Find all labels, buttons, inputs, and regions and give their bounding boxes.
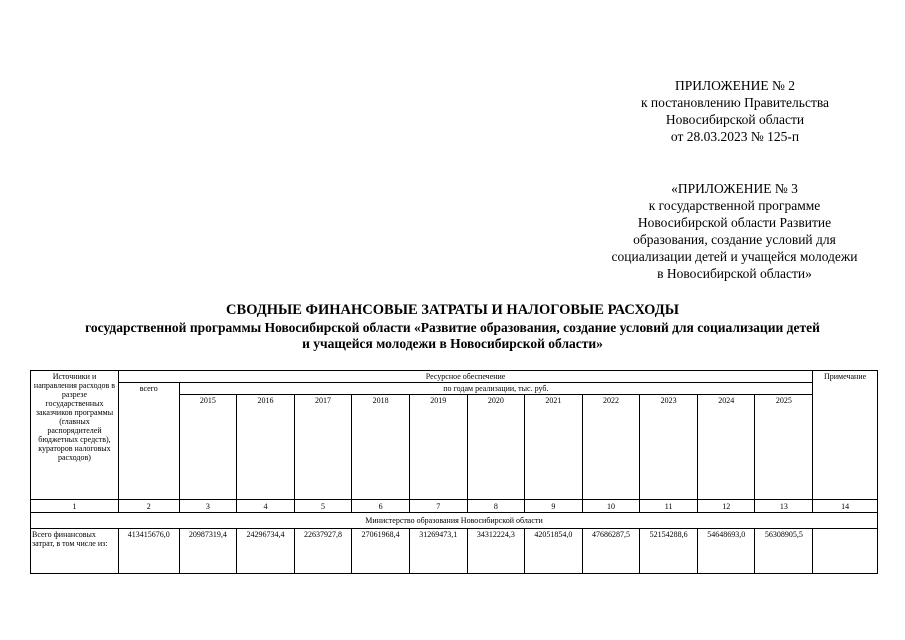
value-cell: 47686287,5 — [582, 529, 640, 574]
column-number: 2 — [118, 500, 179, 513]
appendix-1-header — [600, 77, 870, 145]
appendix-1-line: от 28.03.2023 № 125-п — [670, 129, 800, 144]
row-label: Всего финансовых затрат, в том числе из: — [31, 529, 119, 574]
column-number: 8 — [467, 500, 525, 513]
value-cell: 24296734,4 — [237, 529, 295, 574]
year-header: 2015 — [179, 395, 237, 500]
appendix-1-line: ПРИЛОЖЕНИЕ № 2 — [674, 78, 796, 93]
column-number: 10 — [582, 500, 640, 513]
value-cell: 31269473,1 — [409, 529, 467, 574]
value-cell: 27061968,4 — [352, 529, 410, 574]
column-number: 9 — [525, 500, 583, 513]
year-header: 2019 — [409, 395, 467, 500]
appendix-2-line: в Новосибирской области» — [657, 266, 812, 281]
value-cell: 42051854,0 — [525, 529, 583, 574]
financial-table — [30, 370, 878, 574]
year-header: 2022 — [582, 395, 640, 500]
appendix-2-line: «ПРИЛОЖЕНИЕ № 3 — [671, 181, 798, 196]
ministry-row: Министерство образования Новосибирской области — [31, 513, 878, 529]
years-header: по годам реализации, тыс. руб. — [179, 383, 813, 395]
column-number: 6 — [352, 500, 410, 513]
value-cell: 34312224,3 — [467, 529, 525, 574]
appendix-2-line: Новосибирской области Развитие — [637, 215, 832, 230]
value-cell: 413415676,0 — [118, 529, 179, 574]
column-number: 4 — [237, 500, 295, 513]
value-cell: 22637927,8 — [294, 529, 352, 574]
column-number: 7 — [409, 500, 467, 513]
value-cell: 20987319,4 — [179, 529, 237, 574]
year-header: 2017 — [294, 395, 352, 500]
note-cell — [813, 529, 878, 574]
year-header: 2018 — [352, 395, 410, 500]
appendix-1-line: к постановлению Правительства — [640, 95, 830, 110]
document-subtitle-line-2: и учащейся молодежи в Новосибирской области» — [302, 336, 603, 351]
column-number: 1 — [31, 500, 119, 513]
year-header: 2025 — [755, 395, 813, 500]
column-number: 5 — [294, 500, 352, 513]
column-number: 14 — [813, 500, 878, 513]
sources-header: Источники и направления расходов в разрезе государственных заказчиков программы (главных распорядителей бюджетных средств), кураторов налоговых расходов) — [31, 371, 119, 500]
year-header: 2016 — [237, 395, 295, 500]
appendix-2-line: социализации детей и учащейся молодежи — [611, 249, 858, 264]
year-header: 2020 — [467, 395, 525, 500]
appendix-2-line: образования, создание условий для — [633, 232, 836, 247]
appendix-1-line: Новосибирской области — [665, 112, 805, 127]
year-header: 2023 — [640, 395, 698, 500]
document-subtitle-line-1: государственной программы Новосибирской области «Развитие образования, создание условий для социализации детей — [85, 320, 820, 335]
appendix-2-header — [592, 180, 877, 282]
year-header: 2021 — [525, 395, 583, 500]
column-number: 12 — [697, 500, 755, 513]
column-number: 13 — [755, 500, 813, 513]
resource-header: Ресурсное обеспечение — [118, 371, 812, 383]
appendix-2-line: к государственной программе — [648, 198, 821, 213]
column-number: 3 — [179, 500, 237, 513]
document-title: СВОДНЫЕ ФИНАНСОВЫЕ ЗАТРАТЫ И НАЛОГОВЫЕ РАСХОДЫ — [226, 302, 679, 318]
value-cell: 52154288,6 — [640, 529, 698, 574]
column-number: 11 — [640, 500, 698, 513]
note-header: Примечание — [813, 371, 878, 500]
total-header: всего — [118, 383, 179, 500]
year-header: 2024 — [697, 395, 755, 500]
value-cell: 56308905,5 — [755, 529, 813, 574]
value-cell: 54648693,0 — [697, 529, 755, 574]
